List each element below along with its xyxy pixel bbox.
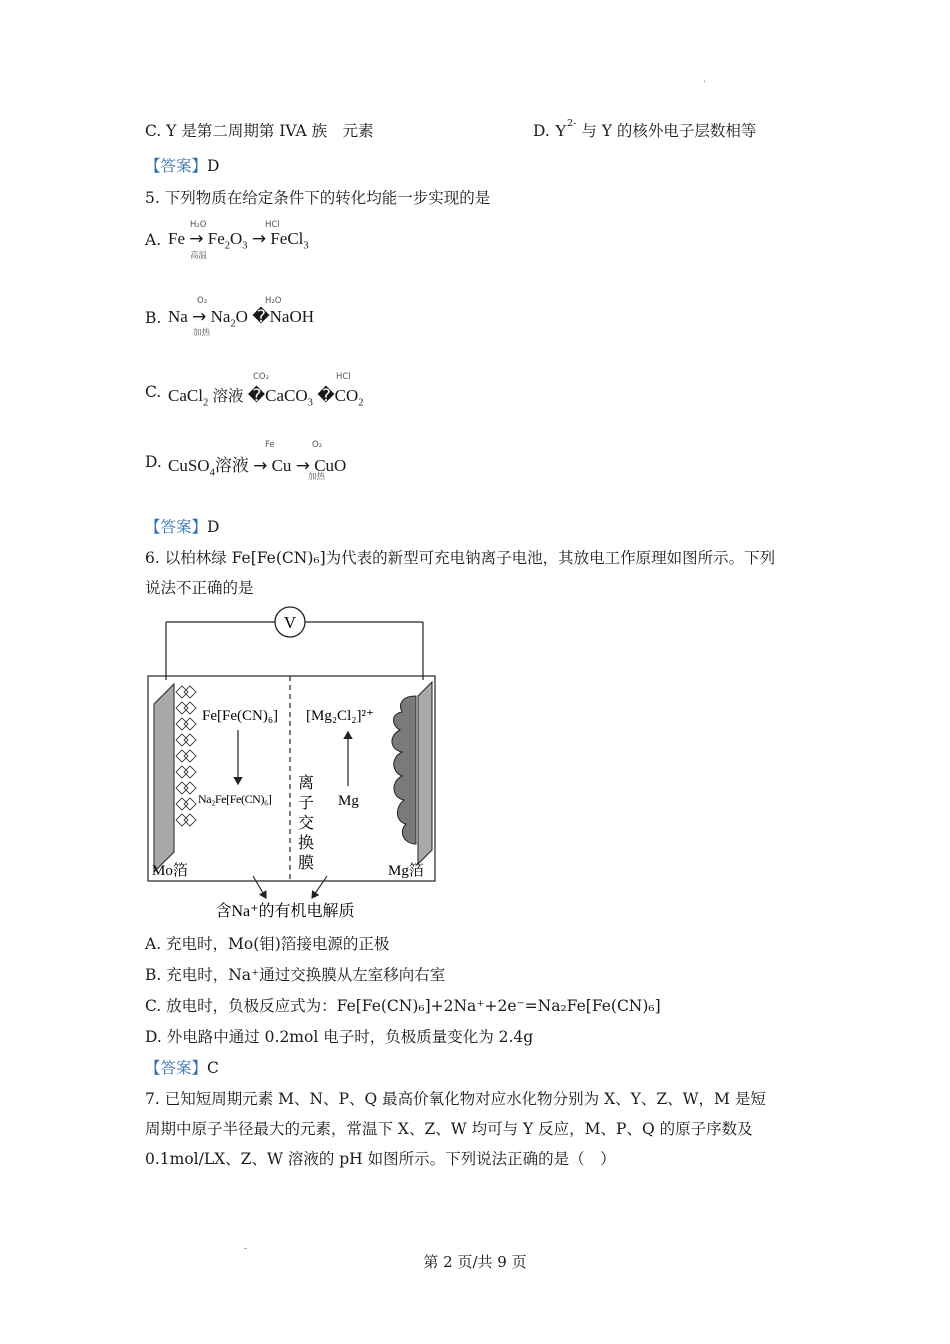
q6-option-a: A. 充电时，Mo(钼)箔接电源的正极	[145, 935, 390, 953]
condition-above: O₂	[197, 296, 208, 306]
answer-label: 【答案】	[145, 1059, 208, 1077]
electrolyte-pointer	[312, 876, 327, 898]
q7-stem-line1: 7. 已知短周期元素 M、N、P、Q 最高价氧化物对应水化物分别为 X、Y、Z、W，M 是短	[145, 1090, 766, 1108]
q4-option-d-prefix: D.	[533, 122, 550, 140]
mg-foil-electrode	[418, 682, 432, 864]
reaction-arrow: →	[295, 456, 310, 476]
q4-option-d	[533, 119, 756, 141]
membrane-label-char: 子	[297, 795, 315, 812]
condition-above: O₂	[312, 440, 323, 450]
species: Na	[210, 307, 231, 326]
prussian-green-coating	[176, 686, 196, 826]
species: O	[230, 229, 243, 248]
subscript: 4	[209, 467, 215, 479]
q5-option-b-formula	[168, 307, 314, 329]
membrane-label-char: 交	[297, 815, 315, 832]
mo-foil-electrode	[154, 684, 174, 872]
species: Fe	[207, 229, 225, 248]
footer-mark: -	[244, 1244, 248, 1254]
q7-stem-line2: 周期中原子半径最大的元素，常温下 X、Z、W 均可与 Y 反应，M、P、Q 的原子序数及	[145, 1120, 753, 1138]
replacement-glyph: �	[317, 386, 335, 405]
q6-stem-line2: 说法不正确的是	[145, 579, 254, 597]
q4-option-c: C. Y 是第二周期第 IVA 族 元素	[145, 122, 374, 140]
subscript: 2	[230, 318, 236, 330]
header-mark: ʻ	[703, 80, 706, 90]
voltmeter-label: V	[283, 613, 297, 632]
left-bottom-species: Na₂Fe[Fe(CN)₆]	[198, 792, 272, 806]
page-number: 第 2 页/共 9 页	[423, 1253, 527, 1271]
q4-option-d-sup: 2-	[567, 117, 577, 129]
subscript: 2	[358, 397, 364, 409]
condition-above: HCl	[336, 372, 351, 382]
q6-option-b: B. 充电时，Na⁺通过交换膜从左室移向右室	[145, 966, 446, 984]
subscript: 3	[307, 397, 313, 409]
subscript: 3	[242, 240, 248, 252]
q5-option-a-label: A.	[145, 231, 162, 249]
answer-value: D	[207, 157, 220, 175]
q5-option-d-label: D.	[145, 453, 162, 471]
condition-above: CO₂	[253, 372, 270, 382]
electrolyte-label: 含Na⁺的有机电解质	[215, 903, 355, 920]
membrane-label-char: 换	[297, 835, 315, 852]
species: 溶液	[214, 456, 249, 475]
right-bottom-species: Mg	[338, 793, 359, 809]
replacement-glyph: �	[252, 307, 270, 326]
condition-above: H₂O	[190, 220, 207, 230]
species: CaCO	[265, 386, 308, 405]
q5-option-c-formula	[168, 384, 364, 408]
subscript: 2	[202, 397, 209, 409]
q4-answer	[145, 154, 219, 176]
answer-value: D	[207, 518, 220, 536]
species: CuO	[314, 456, 347, 475]
answer-label: 【答案】	[145, 157, 208, 175]
right-top-species: [Mg₂Cl₂]²⁺	[306, 708, 374, 724]
q6-answer	[145, 1056, 219, 1078]
reaction-arrow: →	[189, 229, 204, 249]
q7-stem-line3: 0.1mol/LX、Z、W 溶液的 pH 如图所示。下列说法正确的是（ ）	[145, 1150, 616, 1168]
left-top-species: Fe[Fe(CN)₆]	[202, 708, 279, 724]
q5-option-c-label: C.	[145, 383, 162, 401]
species: CO	[334, 386, 359, 405]
right-electrode-label: Mg箔	[388, 863, 424, 879]
condition-below: 加热	[193, 328, 211, 338]
species: NaOH	[269, 307, 315, 326]
magnesium-deposit	[392, 696, 416, 844]
species: Fe	[168, 229, 185, 248]
q6-option-c: C. 放电时，负极反应式为：Fe[Fe(CN)₆]+2Na⁺+2e⁻=Na₂Fe[Fe(CN)₆]	[145, 997, 661, 1015]
species: Na	[168, 307, 188, 326]
reaction-arrow: →	[192, 307, 207, 327]
species: CaCl	[168, 386, 203, 405]
condition-above: HCl	[265, 220, 280, 230]
q4-option-d-rest: 与 Y 的核外电子层数相等	[581, 122, 757, 140]
q4-option-d-y: Y	[554, 121, 568, 140]
species: FeCl	[270, 229, 304, 248]
q5-answer	[145, 515, 219, 537]
condition-below: 高温	[190, 251, 208, 261]
subscript: 3	[303, 240, 309, 252]
q6-option-d: D. 外电路中通过 0.2mol 电子时，负极质量变化为 2.4g	[145, 1028, 534, 1046]
condition-above: H₂O	[265, 296, 282, 306]
condition-above: Fe	[265, 440, 275, 450]
reaction-arrow: →	[251, 229, 267, 249]
membrane-label-char: 离	[297, 775, 315, 792]
reaction-arrow: →	[253, 456, 268, 476]
left-electrode-label: Mo箔	[152, 863, 188, 879]
electrolyte-pointer	[253, 876, 266, 898]
species: 溶液	[212, 388, 244, 405]
q6-stem-line1: 6. 以柏林绿 Fe[Fe(CN)₆]为代表的新型可充电钠离子电池，其放电工作原理如图所示。下列	[145, 549, 776, 567]
membrane-label-char: 膜	[297, 855, 315, 872]
species: Cu	[271, 456, 292, 475]
species: O	[235, 307, 248, 326]
q5-option-b-label: B.	[145, 309, 162, 327]
battery-diagram	[140, 600, 450, 925]
replacement-glyph: �	[247, 386, 266, 405]
answer-value: C	[207, 1059, 219, 1077]
condition-below: 加热	[308, 472, 326, 482]
species: CuSO	[168, 456, 210, 475]
q5-stem: 5. 下列物质在给定条件下的转化均能一步实现的是	[145, 189, 491, 207]
answer-label: 【答案】	[145, 518, 208, 536]
subscript: 2	[224, 240, 231, 252]
